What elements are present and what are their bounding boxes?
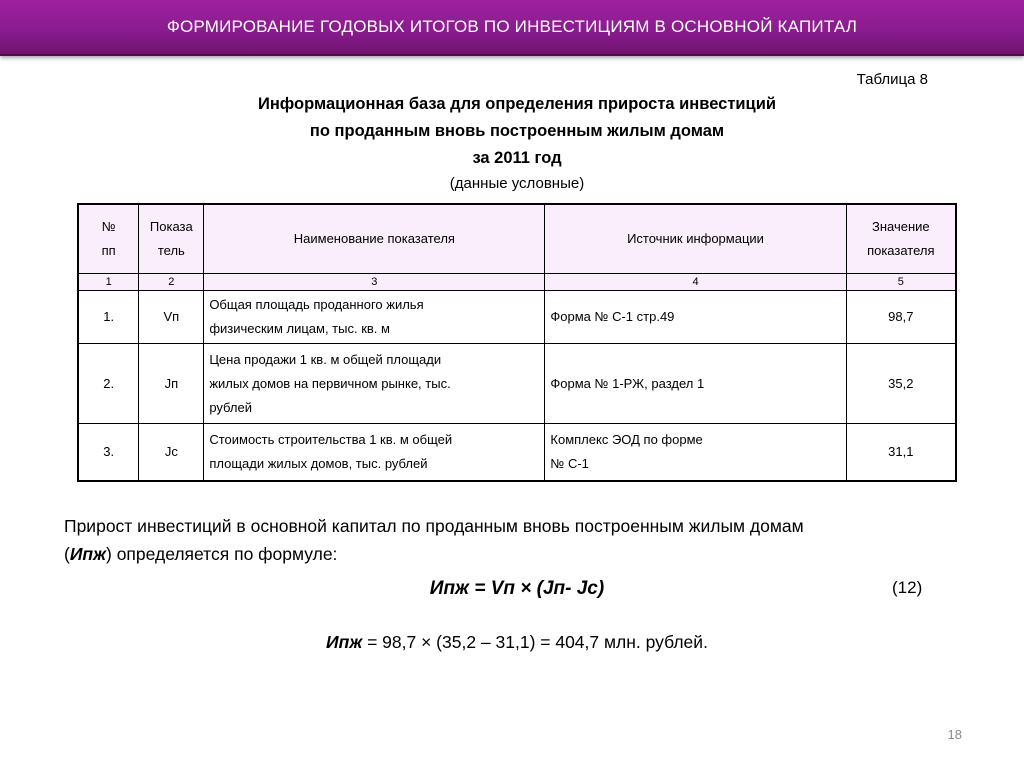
row-name: Общая площадь проданного жилья физическим лицам, тыс. кв. м: [204, 291, 545, 344]
caption-line-3: за 2011 год: [472, 149, 562, 167]
row-source: Форма № С-1 стр.49: [545, 291, 846, 344]
column-number: 1: [78, 274, 139, 291]
row-source: Форма № 1-РЖ, раздел 1: [545, 344, 846, 424]
header-value: Значение показателя: [846, 204, 956, 274]
row-number: 1.: [78, 291, 139, 344]
paragraph-line-2: (Ипж) определяется по формуле:: [64, 544, 338, 564]
caption-note: (данные условные): [449, 175, 585, 192]
row-number: 2.: [78, 344, 139, 424]
table-row: [78, 344, 956, 424]
formula-number: (12): [892, 578, 923, 597]
calculation: [0, 632, 1024, 653]
calculation-expression: = 98,7 × (35,2 – 31,1) = 404,7 млн. рублей.: [362, 632, 708, 652]
header-name: Наименование показателя: [204, 204, 545, 274]
slide-header: [0, 0, 1024, 56]
row-name: Цена продажи 1 кв. м общей площади жилых домов на первичном рынке, тыс. рублей: [204, 344, 545, 424]
column-number: 2: [139, 274, 204, 291]
row-value: 35,2: [846, 344, 956, 424]
formula: Ипж = Vп × (Jп- Jс): [429, 578, 605, 599]
row-indicator: Vп: [139, 291, 204, 344]
header-no: № пп: [78, 204, 139, 274]
header-source: Источник информации: [545, 204, 846, 274]
row-name: Стоимость строительства 1 кв. м общей площади жилых домов, тыс. рублей: [204, 424, 545, 481]
row-indicator: Jп: [139, 344, 204, 424]
info-table: [77, 203, 957, 482]
table-row: [78, 424, 956, 481]
header-indicator: Показа тель: [139, 204, 204, 274]
calculation-symbol: Ипж: [326, 632, 363, 652]
row-value: 31,1: [846, 424, 956, 481]
row-indicator: Jс: [139, 424, 204, 481]
column-number: 3: [204, 274, 545, 291]
table-row: [78, 291, 956, 344]
page-number: 18: [947, 727, 962, 742]
table-caption: [0, 91, 1024, 196]
table-header-row: [78, 204, 956, 274]
body-paragraph: [64, 512, 964, 568]
paragraph-line-1: Прирост инвестиций в основной капитал по проданным вновь построенным жилым домам: [64, 516, 804, 536]
row-value: 98,7: [846, 291, 956, 344]
table-number: Таблица 8: [856, 71, 928, 88]
slide-title: ФОРМИРОВАНИЕ ГОДОВЫХ ИТОГОВ ПО ИНВЕСТИЦИЯМ В ОСНОВНОЙ КАПИТАЛ: [166, 17, 858, 36]
caption-line-1: Информационная база для определения прироста инвестиций: [257, 95, 776, 113]
column-number: 4: [545, 274, 846, 291]
row-number: 3.: [78, 424, 139, 481]
paragraph-symbol: Ипж: [69, 544, 106, 564]
caption-line-2: по проданным вновь построенным жилым домам: [309, 122, 725, 140]
row-source: Комплекс ЭОД по форме № С-1: [545, 424, 846, 481]
column-number: 5: [846, 274, 956, 291]
column-number-row: [78, 274, 956, 291]
